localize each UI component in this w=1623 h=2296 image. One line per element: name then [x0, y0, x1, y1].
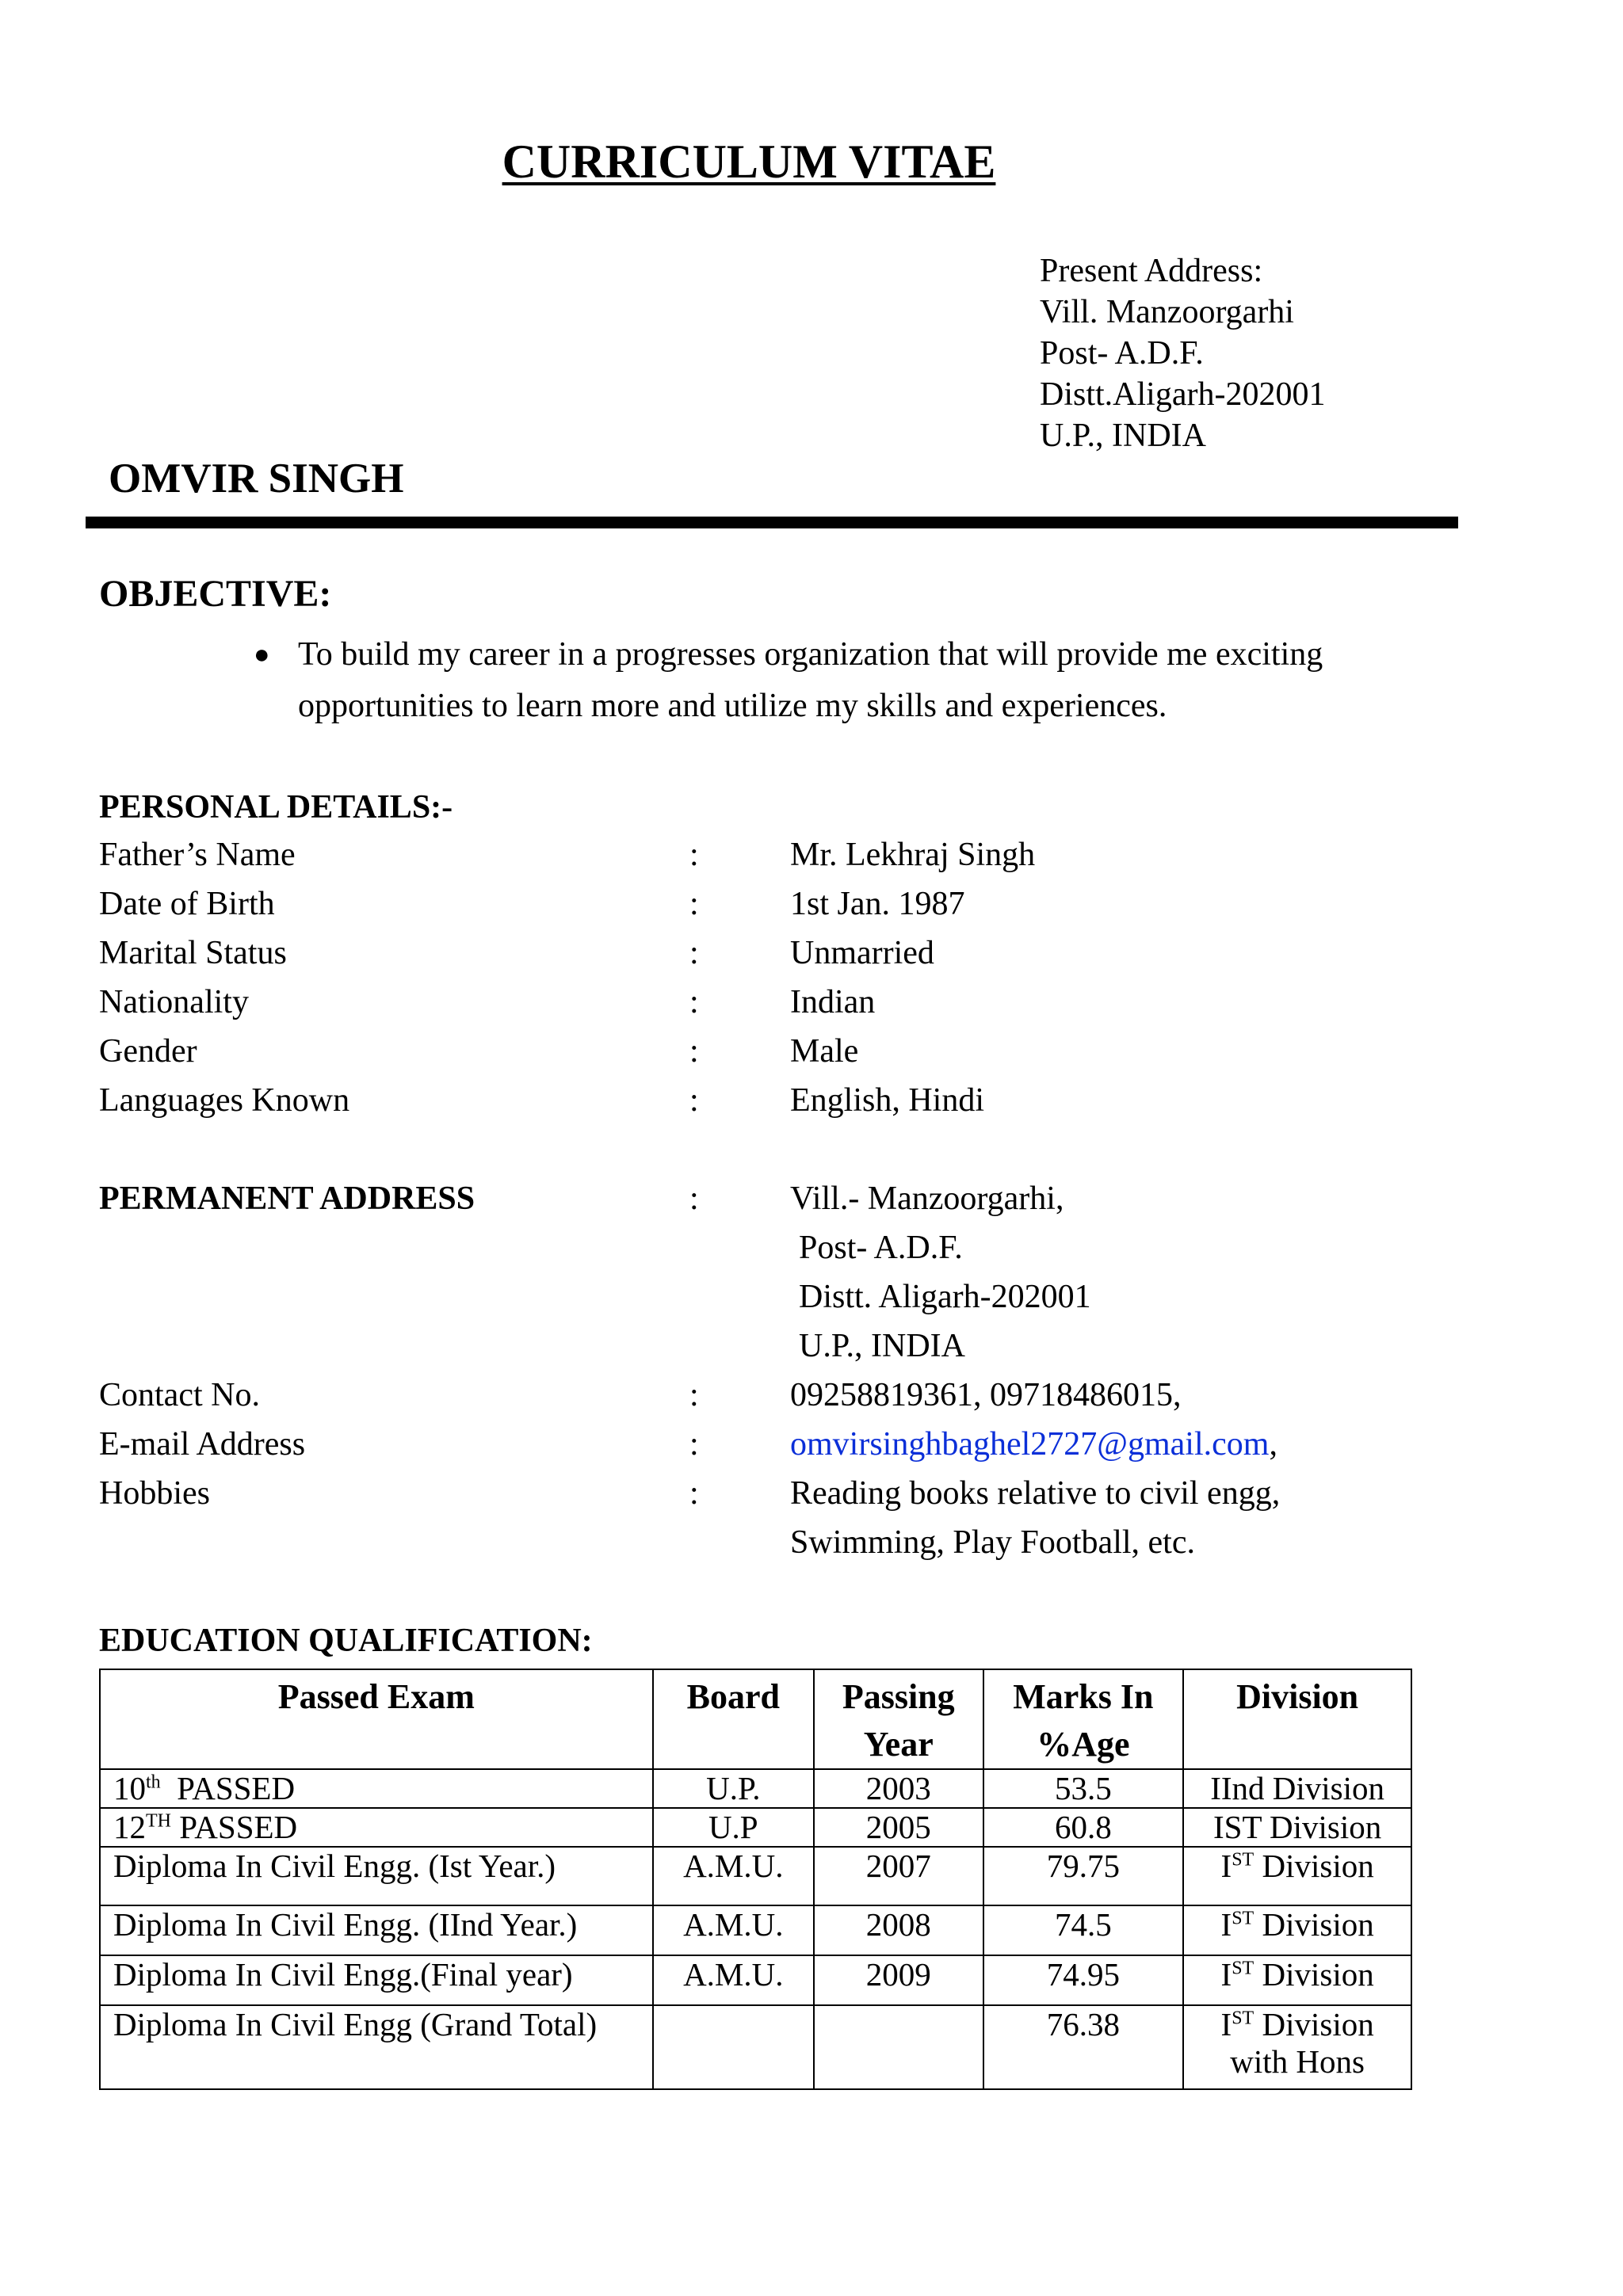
email-suffix: , [1269, 1426, 1277, 1463]
cell-exam: Diploma In Civil Engg.(Final year) [100, 1955, 653, 2005]
present-address-line: Vill. Manzoorgarhi [1040, 294, 1294, 330]
field-colon: : [689, 1377, 699, 1413]
permanent-address-line: Distt. Aligarh-202001 [799, 1279, 1091, 1315]
field-colon: : [689, 1082, 699, 1119]
objective-list [246, 629, 1419, 732]
cell-exam: Diploma In Civil Engg. (Ist Year.) [100, 1847, 653, 1905]
email-label: E-mail Address [99, 1426, 306, 1463]
table-row [100, 1905, 1411, 1955]
cell-exam: 10th PASSED [100, 1769, 653, 1808]
cell-marks: 74.95 [983, 1955, 1184, 2005]
cell-year: 2009 [814, 1955, 983, 2005]
contact-value: 09258819361, 09718486015, [790, 1377, 1182, 1413]
cell-marks: 76.38 [983, 2005, 1184, 2089]
field-label: Gender [99, 1033, 197, 1070]
education-heading: EDUCATION QUALIFICATION: [99, 1623, 593, 1659]
cell-exam: 12TH PASSED [100, 1808, 653, 1847]
objective-heading: OBJECTIVE: [99, 573, 332, 615]
personal-details-heading: PERSONAL DETAILS:- [99, 789, 453, 826]
cell-marks: 60.8 [983, 1808, 1184, 1847]
cell-exam: Diploma In Civil Engg (Grand Total) [100, 2005, 653, 2089]
cell-division: IST Division [1183, 1808, 1411, 1847]
permanent-address-line: Vill.- Manzoorgarhi, [790, 1180, 1064, 1217]
cell-board: A.M.U. [653, 1847, 814, 1905]
cell-year: 2005 [814, 1808, 983, 1847]
cell-division: IST Division with Hons [1183, 2005, 1411, 2089]
field-colon: : [689, 935, 699, 971]
cell-marks: 74.5 [983, 1905, 1184, 1955]
hobbies-label: Hobbies [99, 1475, 210, 1512]
cell-year: 2003 [814, 1769, 983, 1808]
candidate-name: OMVIR SINGH [109, 456, 404, 502]
col-header-marks: Marks In %Age [983, 1669, 1184, 1769]
bullet-icon: ● [254, 640, 270, 669]
field-value: Male [790, 1033, 859, 1070]
cell-division: IST Division [1183, 1905, 1411, 1955]
field-value: 1st Jan. 1987 [790, 886, 965, 922]
objective-text: To build my career in a progresses organization that will provide me exciting opportunities to learn more and utilize my skills and experiences. [298, 636, 1323, 724]
table-row [100, 2005, 1411, 2089]
present-address-heading: Present Address: [1040, 253, 1263, 289]
header-divider [86, 517, 1458, 528]
email-value [790, 1425, 1277, 1463]
table-row [100, 1847, 1411, 1905]
cell-division: IInd Division [1183, 1769, 1411, 1808]
present-address-line: Distt.Aligarh-202001 [1040, 376, 1326, 413]
permanent-address-line: U.P., INDIA [799, 1328, 965, 1364]
objective-item [246, 629, 1419, 732]
present-address-line: Post- A.D.F. [1040, 335, 1204, 372]
cell-division: IST Division [1183, 1847, 1411, 1905]
col-header-division: Division [1183, 1669, 1411, 1769]
cell-board [653, 2005, 814, 2089]
permanent-address-line: Post- A.D.F. [799, 1230, 963, 1266]
field-value: Indian [790, 984, 876, 1020]
field-label: Date of Birth [99, 886, 275, 922]
cell-year [814, 2005, 983, 2089]
cell-year: 2007 [814, 1847, 983, 1905]
field-value: English, Hindi [790, 1082, 985, 1119]
field-value: Unmarried [790, 935, 934, 971]
field-colon: : [689, 886, 699, 922]
cell-marks: 53.5 [983, 1769, 1184, 1808]
cell-board: U.P [653, 1808, 814, 1847]
field-colon: : [689, 1180, 699, 1217]
present-address [1040, 250, 1325, 456]
cell-marks: 79.75 [983, 1847, 1184, 1905]
permanent-address-heading: PERMANENT ADDRESS [99, 1180, 475, 1217]
cell-board: A.M.U. [653, 1905, 814, 1955]
field-colon: : [689, 1033, 699, 1070]
education-header-row [100, 1669, 1411, 1769]
present-address-line: U.P., INDIA [1040, 418, 1206, 454]
cell-division: IST Division [1183, 1955, 1411, 2005]
hobbies-line: Swimming, Play Football, etc. [790, 1524, 1195, 1561]
field-value: Mr. Lekhraj Singh [790, 837, 1036, 873]
field-colon: : [689, 837, 699, 873]
table-row [100, 1955, 1411, 2005]
contact-label: Contact No. [99, 1377, 260, 1413]
field-label: Father’s Name [99, 837, 296, 873]
field-label: Languages Known [99, 1082, 350, 1119]
col-header-exam: Passed Exam [100, 1669, 653, 1769]
col-header-year: Passing Year [814, 1669, 983, 1769]
field-colon: : [689, 984, 699, 1020]
table-row [100, 1769, 1411, 1808]
education-table [99, 1669, 1412, 2090]
col-header-board: Board [653, 1669, 814, 1769]
cell-board: U.P. [653, 1769, 814, 1808]
hobbies-line: Reading books relative to civil engg, [790, 1475, 1281, 1512]
cell-board: A.M.U. [653, 1955, 814, 2005]
field-label: Nationality [99, 984, 249, 1020]
field-colon: : [689, 1475, 699, 1512]
cell-exam: Diploma In Civil Engg. (IInd Year.) [100, 1905, 653, 1955]
field-colon: : [689, 1426, 699, 1463]
field-label: Marital Status [99, 935, 287, 971]
table-row [100, 1808, 1411, 1847]
email-link[interactable]: omvirsinghbaghel2727@gmail.com [790, 1426, 1270, 1463]
cell-year: 2008 [814, 1905, 983, 1955]
page-title: CURRICULUM VITAE [502, 135, 996, 188]
